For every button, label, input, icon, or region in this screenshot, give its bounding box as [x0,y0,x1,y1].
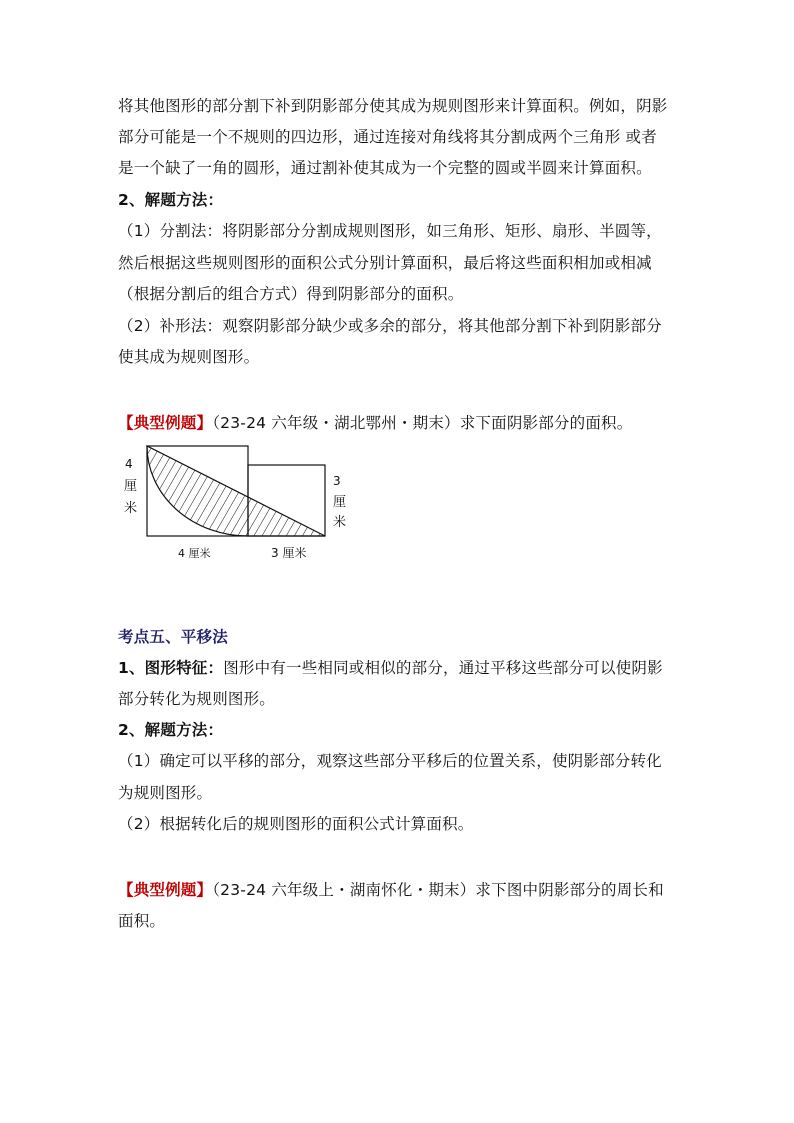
example-2-question [118,880,664,900]
bottom-right-label: 3 厘米 [271,546,307,560]
section-5-method-heading: 2、解题方法： [118,721,224,739]
feature-text: 图形中有一些相同或相似的部分，通过平移这些部分可以使阴影 [223,659,663,677]
example-1-text: （23-24 六年级・湖北鄂州・期末）求下面阴影部分的面积。 [212,414,633,432]
intro-line-1: 将其他图形的部分割下补到阴影部分使其成为规则图形来计算面积。例如，阴影 [118,97,668,115]
left-label-li: 厘 [124,479,138,494]
method-item-1-line-2: 然后根据这些规则图形的面积公式分别计算面积，最后将这些面积相加或相减 [118,254,652,272]
feature-label: 1、图形特征： [118,659,224,677]
right-label-mi: 米 [333,515,347,530]
intro-line-2: 部分可能是一个不规则的四边形，通过连接对角线将其分割成两个三角形 或者 [118,128,657,146]
example-1-figure [115,440,365,570]
example-1-tag: 【典型例题】 [118,414,213,432]
right-label-3: 3 [333,474,341,488]
example-2-tag: 【典型例题】 [118,881,213,899]
section-5-m2-line-1: （2）根据转化后的规则图形的面积公式计算面积。 [118,815,474,833]
feature-line-2: 部分转化为规则图形。 [118,690,276,708]
left-label-mi: 米 [124,501,138,516]
method-heading: 2、解题方法： [118,191,224,209]
intro-line-3: 是一个缺了一角的圆形，通过割补使其成为一个完整的圆或半圆来计算面积。 [118,159,652,177]
section-5-m1-line-2: 为规则图形。 [118,784,213,802]
example-1-question [118,413,632,433]
example-2-text: （23-24 六年级上・湖南怀化・期末）求下图中阴影部分的周长和 [212,881,664,899]
feature-line-1 [118,658,663,678]
bottom-left-label: 4 厘米 [178,547,211,560]
shaded-region [147,446,325,536]
method-item-1-line-3: （根据分割后的组合方式）得到阴影部分的面积。 [118,285,464,303]
example-2-question-cont: 面积。 [118,912,166,930]
left-label-4: 4 [125,457,133,471]
method-item-2-line-2: 使其成为规则图形。 [118,348,260,366]
right-label-li: 厘 [333,495,347,510]
method-item-1-line-1: （1）分割法：将阴影部分分割成规则图形，如三角形、矩形、扇形、半圆等， [118,222,662,240]
section-5-title: 考点五、平移法 [118,628,228,646]
method-item-2-line-1: （2）补形法：观察阴影部分缺少或多余的部分，将其他部分割下补到阴影部分 [118,317,662,335]
section-5-m1-line-1: （1）确定可以平移的部分，观察这些部分平移后的位置关系，使阴影部分转化 [118,752,662,770]
